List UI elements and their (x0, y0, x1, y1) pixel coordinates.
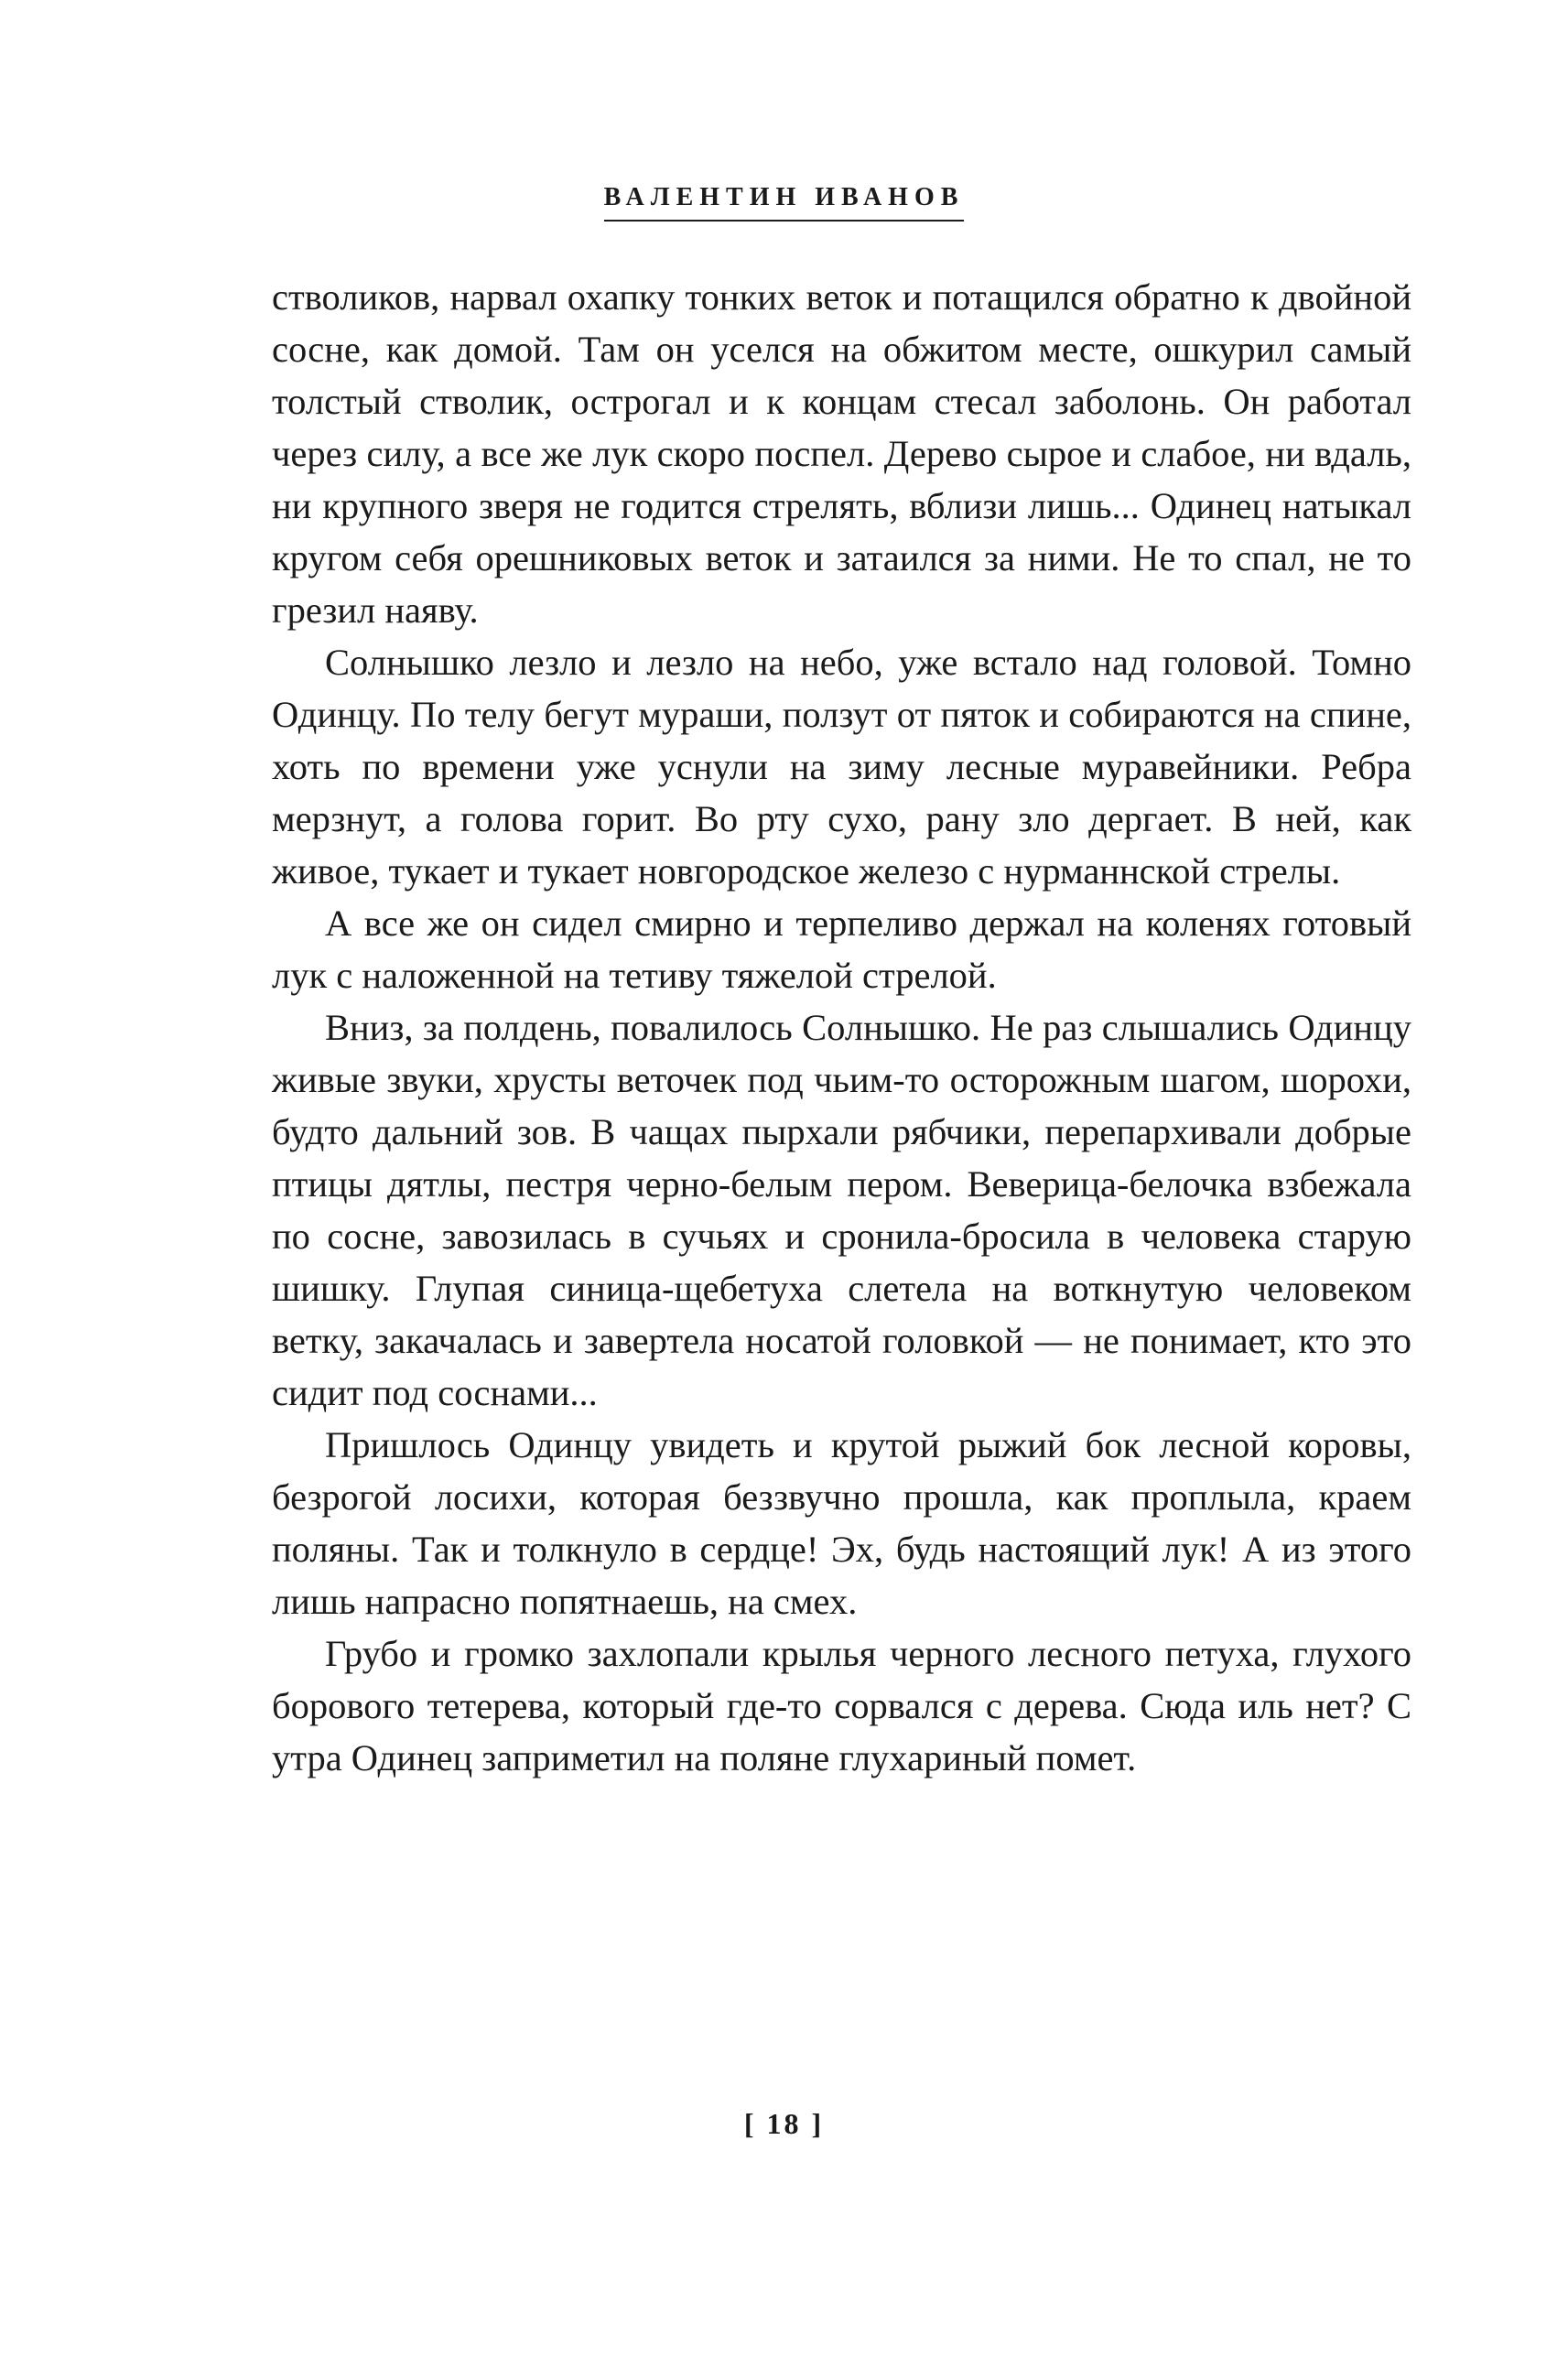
paragraph: стволиков, нарвал охапку тонких веток и потащился обратно к двойной сосне, как домой. Там он уселся на обжитом месте, ошкурил самый толстый стволик, острогал и к концам стесал заболонь. Он работал через силу, а все же лук скоро поспел. Дерево сырое и слабое, ни вдаль, ни крупного зверя не годится стрелять, вблизи лишь... Одинец натыкал кругом себя орешниковых веток и затаился за ними. Не то спал, не то грезил наяву. (272, 276, 1411, 631)
paragraph: Солнышко лезло и лезло на небо, уже встало над головой. Томно Одинцу. По телу бегут мураши, ползут от пяток и собираются на спине, хоть по времени уже уснули на зиму лесные муравейники. Ребра мерзнут, а голова горит. Во рту сухо, рану зло дергает. В ней, как живое, тукает и тукает новгородское железо с нурманнской стрелы. (272, 642, 1411, 892)
page-number: [ 18 ] (743, 2107, 825, 2140)
body-text (272, 271, 1411, 1784)
running-header (0, 183, 1568, 222)
paragraph: А все же он сидел смирно и терпеливо держал на коленях готовый лук с наложенной на тетиву тяжелой стрелой. (272, 903, 1411, 996)
paragraph: Пришлось Одинцу увидеть и крутой рыжий бок лесной коровы, безрогой лосихи, которая беззвучно прошла, как проплыла, краем поляны. Так и толкнуло в сердце! Эх, будь настоящий лук! А из этого лишь напрасно попятнаешь, на смех. (272, 1424, 1411, 1622)
running-title: ВАЛЕНТИН ИВАНОВ (604, 183, 965, 222)
paragraph: Вниз, за полдень, повалилось Солнышко. Не раз слышались Одинцу живые звуки, хрусты веточек под чьим-то осторожным шагом, шорохи, будто дальний зов. В чащах пырхали рябчики, перепархивали добрые птицы дятлы, пестря черно-белым пером. Веверица-белочка взбежала по сосне, завозилась в сучьях и сронила-бросила в человека старую шишку. Глупая синица-щебетуха слетела на воткнутую человеком ветку, закачалась и завертела носатой головкой — не понимает, кто это сидит под соснами... (272, 1007, 1411, 1413)
paragraph: Грубо и громко захлопали крылья черного лесного петуха, глухого борового тетерева, который где-то сорвался с дерева. Сюда иль нет? С утра Одинец заприметил на поляне глухариный помет. (272, 1633, 1411, 1778)
